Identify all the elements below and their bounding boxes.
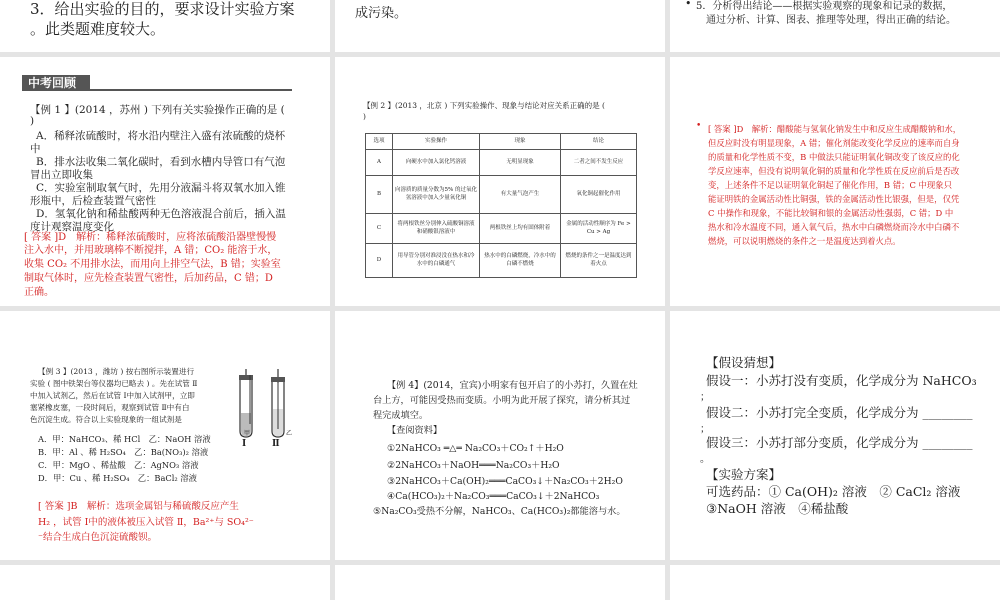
- tube-label-2: Ⅱ: [272, 439, 280, 449]
- cell-conclusion: 燃烧的条件之一是温度达到着火点: [561, 244, 637, 278]
- hypothesis-1-end: ；: [700, 392, 710, 403]
- cell-observation: 无明显现象: [480, 150, 561, 176]
- slide-1-line-2: 。此类题难度较大。: [30, 20, 166, 38]
- q2-text: 【例 2 】(2013 ，北京 ) 下列实验操作、现象与结论对应关系正确的是 (: [363, 101, 605, 110]
- cell-operation: 向溶质的质量分数为5% 的过氧化氢溶液中加入少量氧化铜: [393, 176, 480, 214]
- apparatus-figure: [228, 369, 298, 449]
- cell-operation: 向硬水中加入氯化钙溶液: [393, 150, 480, 176]
- slide-1-line-1: 3．给出实验的目的，要求设计实验方案: [30, 0, 295, 18]
- a1-line-2: 注入水中，并用玻璃棒不断搅拌，A 错；CO₂ 能溶于水，: [24, 245, 278, 256]
- q1-line-4: 中: [30, 143, 41, 155]
- a1-line-4: 制取气体时，应先检查装置气密性，后加药品，C 错；D: [24, 273, 273, 284]
- ref-1: ①2NaHCO₃ ═△═ Na₂CO₃＋CO₂↑＋H₂O: [387, 443, 564, 454]
- hypothesis-2-end: ；: [700, 424, 710, 435]
- slide-4[interactable]: [0, 57, 330, 306]
- th-option: 选项: [366, 134, 393, 150]
- slide-3[interactable]: [670, 0, 1000, 52]
- cell-option: A: [366, 150, 393, 176]
- section-header: 中考回顾: [22, 75, 90, 91]
- hypothesis-1: 假设一：小苏打没有变质，化学成分为 NaHCO₃: [706, 373, 977, 388]
- tube-label-1: Ⅰ: [242, 439, 247, 449]
- table-row: [366, 150, 637, 176]
- section-header-bar: [22, 75, 292, 91]
- slide-11[interactable]: [335, 565, 665, 600]
- tag-jia: 甲: [244, 430, 251, 437]
- cell-conclusion: 二者之间不发生反应: [561, 150, 637, 176]
- slide-1[interactable]: [0, 0, 330, 52]
- cell-observation: 有大量气泡产生: [480, 176, 561, 214]
- q1-line-10: 度计观察温度变化: [30, 221, 114, 233]
- ref-4: ④Ca(HCO₃)₂＋Na₂CO₃═══CaCO₃↓＋2NaHCO₃: [387, 491, 600, 502]
- q3-line-3: 中加入试剂乙，然后在试管 Ⅰ中加入试剂甲，立即: [30, 391, 195, 400]
- slide-3-bullet: •: [685, 0, 692, 10]
- slide-7[interactable]: [0, 311, 330, 560]
- cell-operation: 将两根铁丝分别伸入硫酸铜溶液和硝酸银溶液中: [393, 214, 480, 244]
- a3-line-1: [ 答案 ]B 解析：选项金属铝与稀硫酸反应产生: [38, 501, 239, 512]
- hypothesis-title: 【假设猜想】: [706, 355, 782, 370]
- a2-line-9: 燃烧，可以说明燃烧的条件之一是温度达到着火点。: [708, 236, 901, 246]
- q4-line-2: 台上方，可能因受热而变质。小明为此开展了探究，请分析其过: [373, 395, 631, 406]
- q3-line-1: 【例 3 】(2013 ，潍坊 ) 按右图所示装置进行: [38, 367, 195, 376]
- q3-line-2: 实验 ( 图中铁架台等仪器均已略去 ) 。先在试管 Ⅱ: [30, 379, 198, 388]
- th-conclusion: 结论: [561, 134, 637, 150]
- table-row: [366, 176, 637, 214]
- q3-option-d: D．甲：Cu 、稀 H₂SO₄ 乙：BaCl₂ 溶液: [38, 473, 197, 483]
- q3-option-b: B．甲：Al 、稀 H₂SO₄ 乙：Ba(NO₃)₂ 溶液: [38, 447, 209, 457]
- hypothesis-3: 假设三：小苏打部分变质，化学成分为 ________: [706, 435, 973, 450]
- reagents-1: 可选药品：① Ca(OH)₂ 溶液 ② CaCl₂ 溶液: [706, 484, 961, 499]
- q1-line-2: ): [30, 115, 35, 127]
- slide-2[interactable]: [335, 0, 665, 52]
- cell-observation: 两根铁丝上均有固体附着: [480, 214, 561, 244]
- cell-conclusion: 金属的活动性顺序为 Fe > Cu > Ag: [561, 214, 637, 244]
- a2-line-1: [ 答案 ]D 解析：醋酸能与氢氧化钠发生中和反应生成醋酸钠和水，: [708, 124, 962, 134]
- a3-line-3: ⁻结合生成白色沉淀硫酸钡。: [38, 532, 158, 543]
- q1-line-5: B．排水法收集二氧化碳时，看到水槽内导管口有气泡: [36, 156, 286, 168]
- a2-line-8: 热水和冷水温度不同，通入氧气后，热水中白磷燃烧而冷水中白磷不: [708, 222, 960, 232]
- reagents-2: ③NaOH 溶液 ④稀盐酸: [706, 501, 849, 516]
- q1-line-9: D．氢氧化钠和稀盐酸两种无色溶液混合前后，插入温: [36, 208, 286, 220]
- q1-line-1: 【例 1 】(2014 ，苏州 ) 下列有关实验操作正确的是 (: [30, 104, 285, 116]
- q3-line-5: 色沉淀生成。符合以上实验现象的一组试剂是: [30, 415, 182, 424]
- q4-line-3: 程完成填空。: [373, 410, 429, 421]
- a1-line-5: 正确。: [24, 287, 54, 298]
- ref-title: 【查阅资料】: [387, 425, 443, 436]
- table-row: [366, 244, 637, 278]
- slide-3-line-1: 5．分析得出结论——根据实验观察的现象和记录的数据，: [696, 1, 953, 12]
- plan-title: 【实验方案】: [706, 467, 782, 482]
- ref-5: ⑤Na₂CO₃受热不分解，NaHCO₃、Ca(HCO₃)₂都能溶与水。: [373, 506, 626, 517]
- cell-observation: 热水中的白磷燃烧，冷水中的白磷不燃烧: [480, 244, 561, 278]
- q3-line-4: 塞紧橡皮塞，一段时间后，观察到试管 Ⅱ中有白: [30, 403, 190, 412]
- table-header-row: [366, 134, 637, 150]
- q1-line-6: 冒出立即收集: [30, 169, 93, 181]
- a2-line-2: 但反应时没有明显现象，A 错；催化剂能改变化学反应的速率而自身: [708, 138, 960, 148]
- slide-8[interactable]: [335, 311, 665, 560]
- hypothesis-2: 假设二：小苏打完全变质，化学成分为 ________: [706, 405, 973, 420]
- a1-line-1: [ 答案 ]D 解析：稀释浓硫酸时，应将浓硫酸沿器壁慢慢: [24, 232, 277, 243]
- cell-option: B: [366, 176, 393, 214]
- hypothesis-3-end: 。: [700, 454, 710, 465]
- cell-option: C: [366, 214, 393, 244]
- slide-10[interactable]: [0, 565, 330, 600]
- a3-line-2: H₂ ，试管 Ⅰ中的液体被压入试管 Ⅱ，Ba²⁺与 SO₄²⁻: [38, 517, 254, 528]
- a2-line-4: 学反应速率，但没有说明氧化铜的质量和化学性质在反应前后是否改: [708, 166, 960, 176]
- slide-3-line-2: 通过分析、计算、图表、推理等处理，得出正确的结论。: [706, 15, 956, 26]
- cell-option: D: [366, 244, 393, 278]
- slide-9[interactable]: [670, 311, 1000, 560]
- table-row: [366, 214, 637, 244]
- cell-operation: 用导管分别对准浸没在热水和冷水中的白磷通气: [393, 244, 480, 278]
- tag-yi: 乙: [286, 430, 293, 437]
- q3-option-a: A．甲：NaHCO₃、稀 HCl 乙：NaOH 溶液: [38, 434, 211, 444]
- slide-12[interactable]: [670, 565, 1000, 600]
- slide-6[interactable]: [670, 57, 1000, 306]
- a1-line-3: 收集 CO₂ 不用排水法，而用向上排空气法，B 错；实验室: [24, 259, 281, 270]
- q3-option-c: C．甲：MgO 、稀盐酸 乙：AgNO₃ 溶液: [38, 460, 199, 470]
- ref-3: ③2NaHCO₃＋Ca(OH)₂═══CaCO₃↓＋Na₂CO₃＋2H₂O: [387, 476, 623, 487]
- ref-2: ②2NaHCO₃＋NaOH═══Na₂CO₃＋H₂O: [387, 460, 560, 471]
- th-observation: 现象: [480, 134, 561, 150]
- a2-line-6: 能证明铁的金属活动性比铜强，铁的金属活动性比银强，但是，仅凭: [708, 194, 960, 204]
- q4-line-1: 【例 4】(2014，宜宾)小明家有包开启了的小苏打，久置在灶: [387, 380, 638, 391]
- a2-line-7: C 中操作和现象，不能比较铜和银的金属活动性强弱，C 错；D 中: [708, 208, 954, 218]
- a2-line-3: 的质量和化学性质不变，B 中做法只能证明氧化铜改变了该反应的化: [708, 152, 960, 162]
- q2-table: [365, 133, 637, 278]
- q1-line-7: C．实验室制取氧气时，先用分液漏斗将双氧水加入锥: [36, 182, 286, 194]
- slide-6-bullet: •: [696, 121, 702, 131]
- a2-line-5: 变，上述条件不足以证明氧化铜起了催化作用，B 错；C 中现象只: [708, 180, 953, 190]
- th-operation: 实验操作: [393, 134, 480, 150]
- q1-line-8: 形瓶中，后检查装置气密性: [30, 195, 156, 207]
- q1-line-3: A．稀释浓硫酸时，将水沿内壁注入盛有浓硫酸的烧杯: [36, 130, 286, 142]
- slide-5[interactable]: [335, 57, 665, 306]
- q2-text-2: ): [363, 112, 366, 121]
- cell-conclusion: 氧化铜起催化作用: [561, 176, 637, 214]
- slide-2-line-1: 成污染。: [355, 6, 408, 21]
